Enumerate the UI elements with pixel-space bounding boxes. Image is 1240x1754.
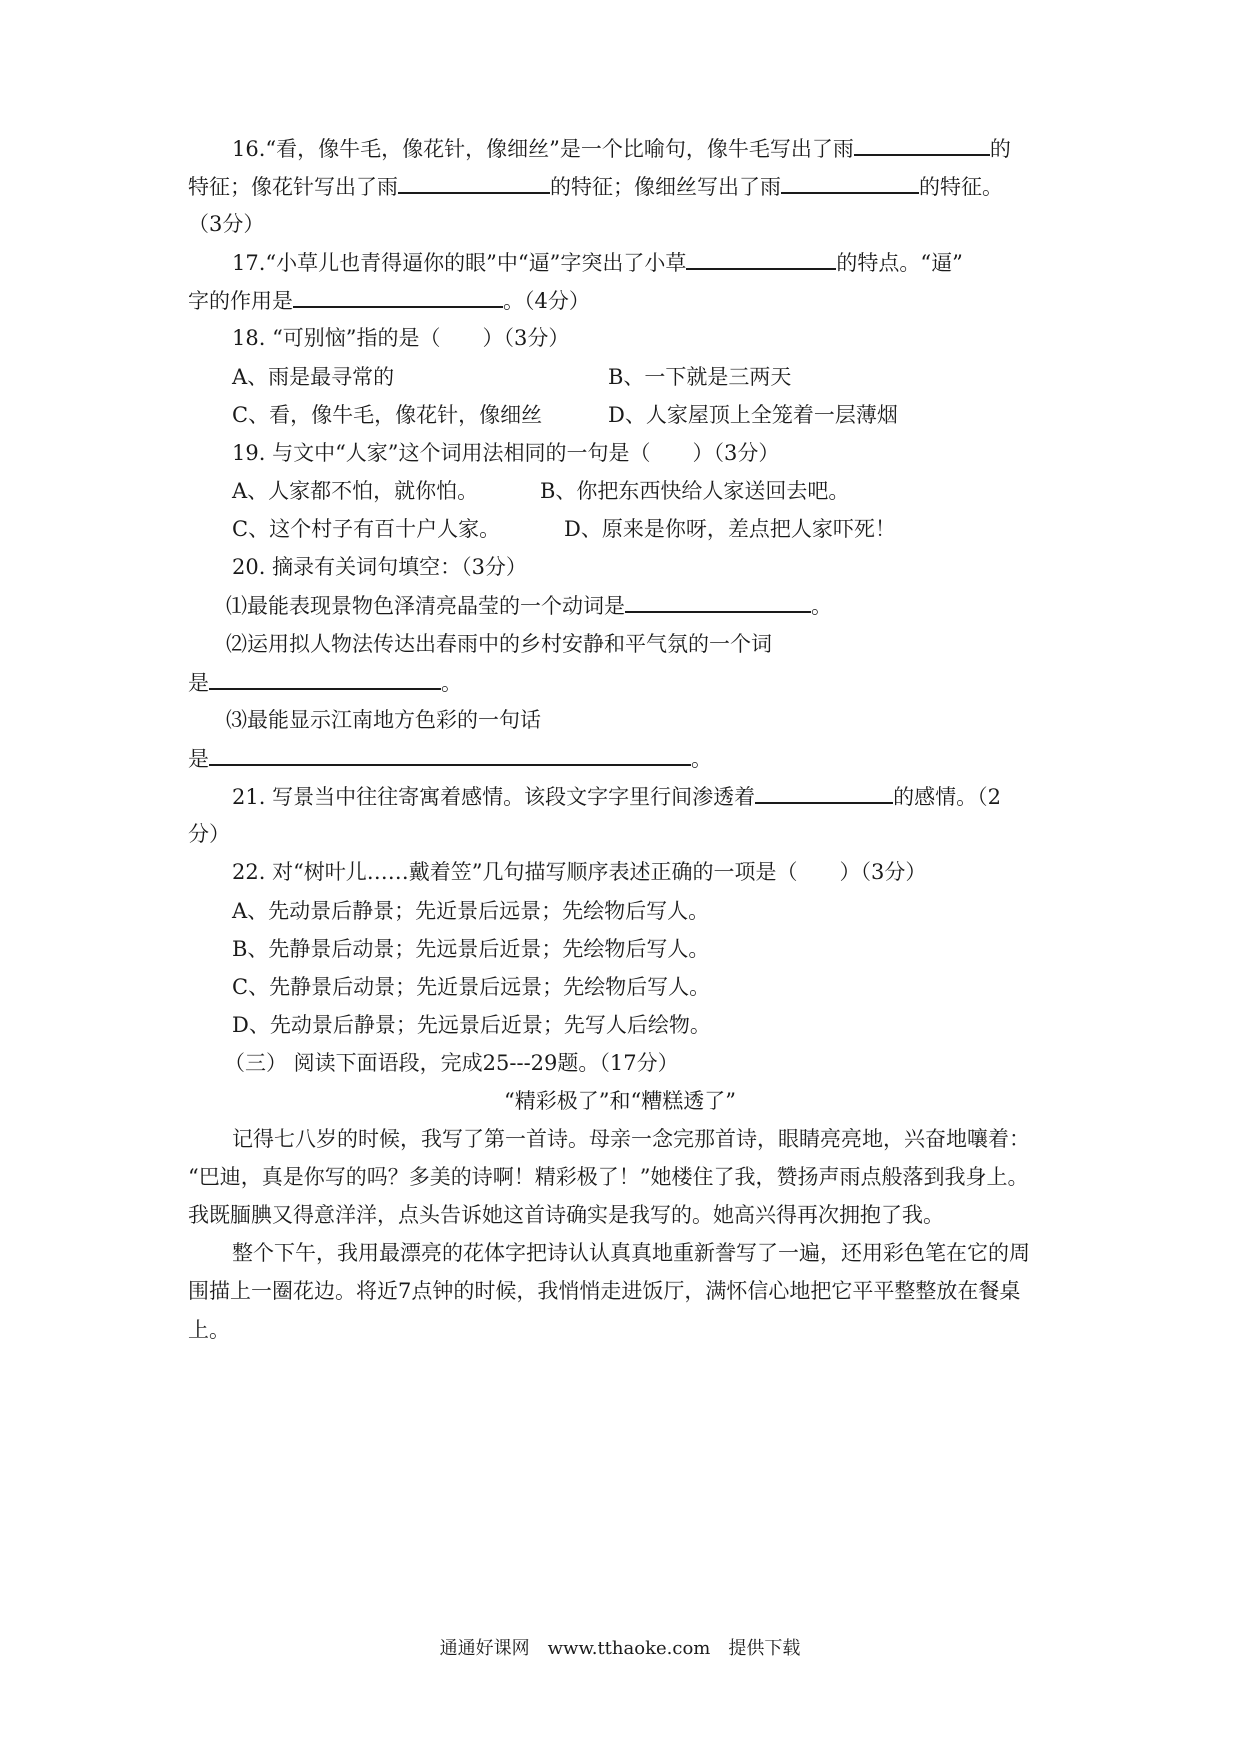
q22-option-a[interactable]: A、先动景后静景；先近景后远景；先绘物后写人。 [232,899,710,923]
q17-blank-2[interactable] [293,286,503,308]
q17-line-2 [188,286,590,315]
q20-part-3-end: 。 [691,747,712,771]
q17-text-1: 17.“小草儿也青得逼你的眼”中“逼”字突出了小草 [232,251,687,275]
q22-stem: 22. 对“树叶儿……戴着笠”几句描写顺序表述正确的一项是（ ）（3分） [232,860,927,884]
q20-part-2: ⑵运用拟人物法传达出春雨中的乡村安静和平气氛的一个词 [226,632,772,656]
passage-p1-line-2: “巴迪，真是你写的吗？多美的诗啊！精彩极了！”她楼住了我，赞扬声雨点般落到我身上。 [188,1165,1029,1189]
q20-blank-3[interactable] [209,744,691,766]
q21-blank[interactable] [755,782,893,804]
q20-blank-1[interactable] [625,591,811,613]
q16-text-5: 的特征。 [919,175,1003,199]
q22-option-c[interactable]: C、先静景后动景；先近景后远景；先绘物后写人。 [232,975,711,999]
q17-line-1 [232,248,963,277]
q19-option-b[interactable]: B、你把东西快给人家送回去吧。 [540,479,850,503]
q16-text-3: 特征；像花针写出了雨 [188,175,398,199]
q18-stem: 18. “可别恼”指的是（ ）（3分） [232,326,570,350]
q21-text-1: 21. 写景当中往往寄寓着感情。该段文字字里行间渗透着 [232,785,756,809]
q17-text-2: 的特点。“逼” [836,251,963,275]
q21-text-2: 的感情。（2 [893,785,1001,809]
q18-option-d[interactable]: D、人家屋顶上全笼着一层薄烟 [608,403,898,427]
q17-text-3: 字的作用是 [188,289,293,313]
q20-part-2-shi: 是 [188,671,209,695]
q16-blank-2[interactable] [398,172,550,194]
q16-text-2: 的 [989,137,1011,161]
q17-text-4: 。（4分） [503,289,590,313]
q20-part-2-end: 。 [441,671,462,695]
passage-p1-line-3: 我既腼腆又得意洋洋，点头告诉她这首诗确实是我写的。她高兴得再次拥抱了我。 [188,1203,944,1227]
q22-option-d[interactable]: D、先动景后静景；先远景后近景；先写人后绘物。 [232,1013,711,1037]
q16-text-4: 的特征；像细丝写出了雨 [550,175,781,199]
q21-score-cont: 分） [188,822,230,846]
q20-stem: 20. 摘录有关词句填空：（3分） [232,555,527,579]
q16-score: （3分） [188,212,265,236]
q18-option-a[interactable]: A、雨是最寻常的 [232,365,395,389]
q16-line-2 [188,172,1003,201]
q21-line-1 [232,782,1001,811]
q20-part-3-answer [188,744,712,773]
q16-blank-3[interactable] [781,172,919,194]
q20-blank-2[interactable] [209,668,441,690]
q20-part-1-text: ⑴最能表现景物色泽清亮晶莹的一个动词是 [226,594,625,618]
q22-option-b[interactable]: B、先静景后动景；先远景后近景；先绘物后写人。 [232,937,710,961]
q16-line-1 [232,134,1011,163]
passage-title: “精彩极了”和“糟糕透了” [504,1089,736,1113]
q20-part-1-end: 。 [811,594,832,618]
passage-p2-line-2: 围描上一圈花边。将近7点钟的时候，我悄悄走进饭厅，满怀信心地把它平平整整放在餐桌 [188,1279,1021,1303]
section-3-heading: （三） 阅读下面语段，完成25---29题。（17分） [224,1051,679,1075]
passage-p2-line-3: 上。 [188,1318,230,1342]
q19-option-c[interactable]: C、这个村子有百十户人家。 [232,517,501,541]
q20-part-2-answer [188,668,462,697]
q16-text-1: 16.“看，像牛毛，像花针，像细丝”是一个比喻句，像牛毛写出了雨 [232,137,854,161]
q20-part-3-shi: 是 [188,747,209,771]
passage-p1-line-1: 记得七八岁的时候，我写了第一首诗。母亲一念完那首诗，眼睛亮亮地，兴奋地嚷着： [232,1127,1030,1151]
q19-option-a[interactable]: A、人家都不怕，就你怕。 [232,479,479,503]
q19-stem: 19. 与文中“人家”这个词用法相同的一句是（ ）（3分） [232,441,780,465]
q18-option-c[interactable]: C、看，像牛毛，像花针，像细丝 [232,403,543,427]
q17-blank-1[interactable] [686,248,836,270]
q19-option-d[interactable]: D、原来是你呀，差点把人家吓死！ [564,517,896,541]
page-footer: 通通好课网 www.tthaoke.com 提供下载 [439,1638,801,1659]
passage-p2-line-1: 整个下午，我用最漂亮的花体字把诗认认真真地重新誊写了一遍，还用彩色笔在它的周 [232,1241,1030,1265]
q16-blank-1[interactable] [854,134,990,156]
q18-option-b[interactable]: B、一下就是三两天 [608,365,792,389]
q20-part-1 [226,591,832,620]
q20-part-3: ⑶最能显示江南地方色彩的一句话 [226,708,541,732]
